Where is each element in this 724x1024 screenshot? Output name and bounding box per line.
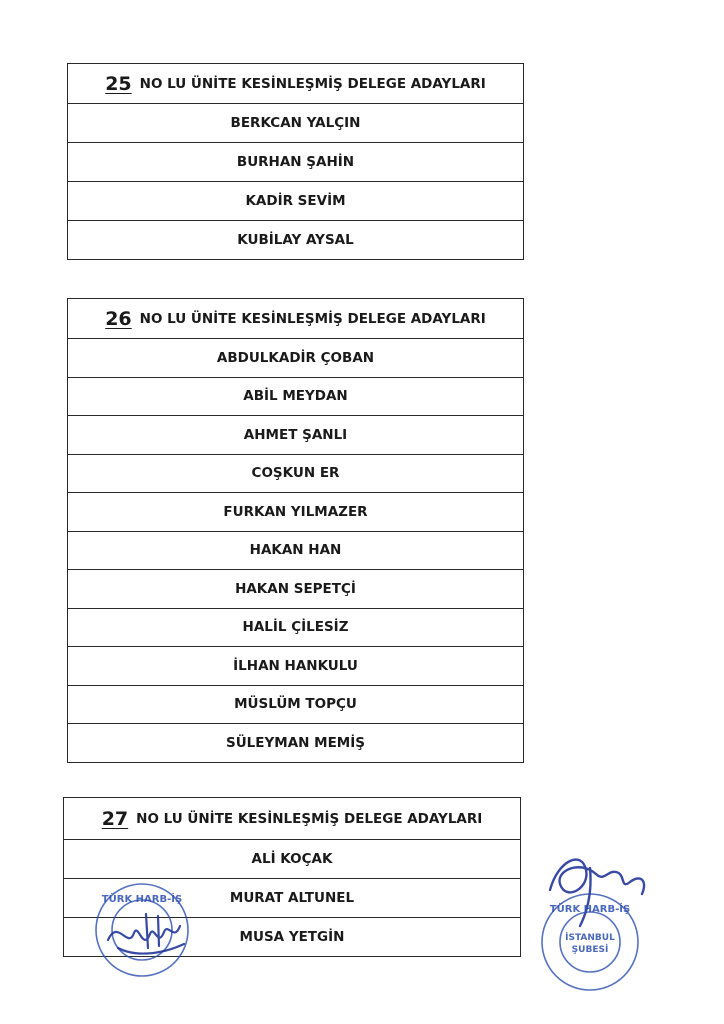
candidate-row: ALİ KOÇAK [64,839,520,878]
candidate-row: KUBİLAY AYSAL [68,220,523,259]
unit-number: 25 [105,72,132,95]
candidate-row: MÜSLÜM TOPÇU [68,685,523,724]
union-stamp-left [88,878,200,983]
unit-number: 26 [105,307,132,330]
candidate-row: HAKAN HAN [68,531,523,570]
unit-26-table [67,298,524,763]
stamp-ring-text: TÜRK HARB-İŞ [101,894,183,905]
candidate-row: COŞKUN ER [68,454,523,493]
candidate-row: İLHAN HANKULU [68,646,523,685]
candidate-row: HAKAN SEPETÇİ [68,569,523,608]
candidate-row: MUSA YETGİN [64,917,520,956]
signature-left [108,914,184,954]
unit-25-header [68,64,523,103]
unit-27-header [64,798,520,839]
union-stamp-right [530,840,670,1000]
candidate-row: HALİL ÇİLESİZ [68,608,523,647]
unit-25-table [67,63,524,260]
unit-title: NO LU ÜNİTE KESİNLEŞMİŞ DELEGE ADAYLARI [136,810,483,827]
stamp-center-line-1: İSTANBUL [565,933,615,943]
unit-number: 27 [101,807,129,830]
candidate-row: ABİL MEYDAN [68,377,523,416]
stamp-ring-text: TÜRK HARB-İŞ [549,904,631,915]
candidate-row: KADİR SEVİM [68,181,523,220]
candidate-row: FURKAN YILMAZER [68,492,523,531]
candidate-row: BERKCAN YALÇIN [68,103,523,142]
unit-26-header [68,299,523,338]
candidate-row: MURAT ALTUNEL [64,878,520,917]
candidate-row: AHMET ŞANLI [68,415,523,454]
candidate-row: BURHAN ŞAHİN [68,142,523,181]
unit-title: NO LU ÜNİTE KESİNLEŞMİŞ DELEGE ADAYLARI [139,75,486,92]
candidate-row: ABDULKADİR ÇOBAN [68,338,523,377]
unit-title: NO LU ÜNİTE KESİNLEŞMİŞ DELEGE ADAYLARI [139,310,486,327]
stamp-center-line-2: ŞUBESİ [571,945,609,955]
candidate-row: SÜLEYMAN MEMİŞ [68,723,523,762]
